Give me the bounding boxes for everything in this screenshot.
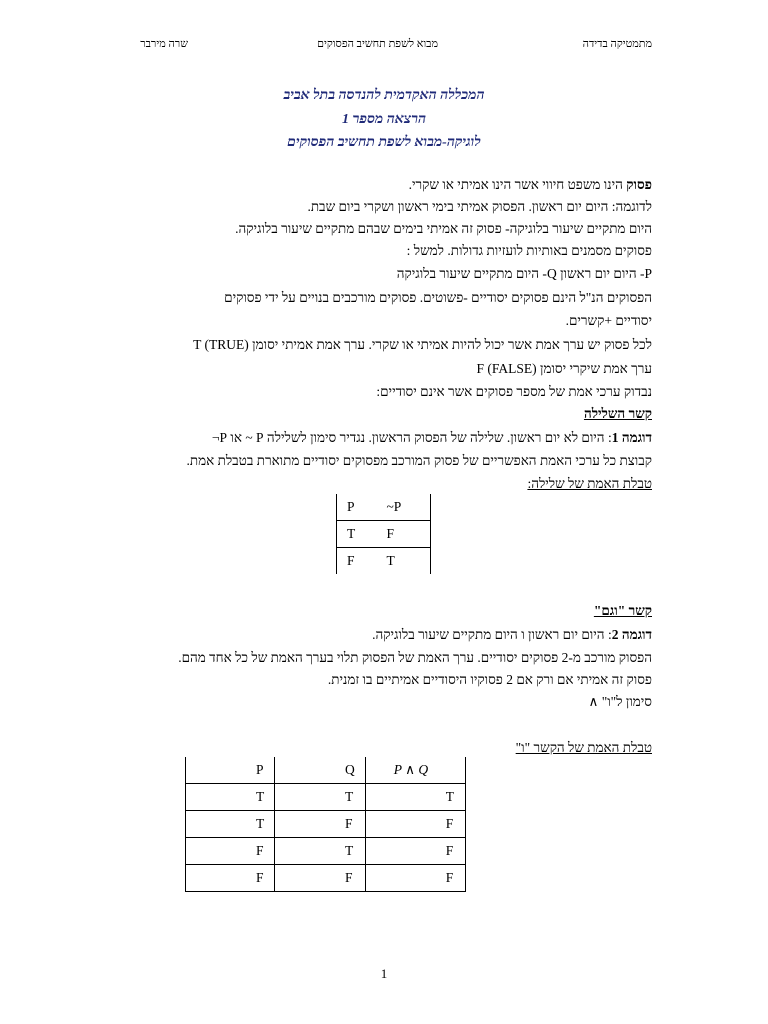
simple-line-1: הפסוקים הנ"ל הינם פסוקים יסודיים -פשוטים. פסוקים מורכבים בנויים על ידי פסוקים <box>224 290 652 305</box>
table-cell: F <box>377 521 431 548</box>
header-author: שרה מירבר <box>140 38 188 50</box>
table-cell: T <box>275 838 366 865</box>
example1-text: : היום לא יום ראשון. שלילה של הפסוק הראשון. נגדיר סימון לשלילה P ~ או P¬ <box>211 430 612 445</box>
table-cell: F <box>275 865 366 892</box>
table-cell: F <box>365 838 465 865</box>
example2-text: : היום יום ראשון ו היום מתקיים שיעור בלוגיקה. <box>372 627 612 642</box>
table-cell: T <box>365 784 465 811</box>
example2-term: דוגמה 2 <box>611 627 652 642</box>
notation-line: פסוקים מסמנים באותיות לועזיות גדולות. למשל : <box>406 243 652 258</box>
negation-heading: קשר השלילה <box>583 406 652 421</box>
table-cell: T <box>186 784 275 811</box>
negation-table-caption: טבלת האמת של שלילה: <box>527 476 652 491</box>
example-line: לדוגמה: היום יום ראשון. הפסוק אמיתי בימי ראשון ושקרי ביום שבת. <box>307 199 652 214</box>
definition-term: פסוק <box>626 177 652 192</box>
table-cell: F <box>337 548 377 575</box>
and-truth-table <box>185 757 466 892</box>
and-desc-1: הפסוק מורכב מ-2 פסוקים יסודיים. ערך האמת של הפסוק תלוי בערך האמת של כל אחד מהם. <box>178 650 652 665</box>
header-course: מתמטיקה בדידה <box>582 38 652 50</box>
negation-desc: קבוצת כל ערכי האמת האפשריים של פסוק המורכב מפסוקים יסודיים מתוארת בטבלת אמת. <box>186 453 652 468</box>
table-cell: T <box>186 811 275 838</box>
table-cell: T <box>337 521 377 548</box>
header-topic: מבוא לשפת תחשיב הפסוקים <box>317 38 438 50</box>
table-cell: T <box>377 548 431 575</box>
pq-line: P- היום יום ראשון Q- היום מתקיים שיעור בלוגיקה <box>396 266 652 281</box>
truth-line-2: ערך אמת שיקרי יסומן F (FALSE) <box>476 361 652 376</box>
and-desc-2: פסוק זה אמיתי אם ורק אם 2 פסוקיו היסודיים אמיתיים בו זמנית. <box>327 672 652 687</box>
title-subject: לוגיקה-מבוא לשפת תחשיב הפסוקים <box>287 135 481 150</box>
and-header-pq: P ∧ Q <box>365 757 465 784</box>
and-table-caption: טבלת האמת של הקשר "ו" <box>515 740 652 755</box>
check-line: נבדוק ערכי אמת של מספר פסוקים אשר אינם יסודיים: <box>376 384 652 399</box>
title-institution: המכללה האקדמית להנדסה בתל אביב <box>283 88 485 103</box>
neg-header-notp: ~P <box>377 494 431 521</box>
table-cell: T <box>275 784 366 811</box>
page-header <box>0 38 768 54</box>
and-header-p: P <box>186 757 275 784</box>
and-heading: קשר "וגם" <box>593 603 652 618</box>
title-lecture: הרצאה מספר 1 <box>341 112 427 127</box>
definition-line <box>409 177 652 193</box>
page-number: 1 <box>380 966 388 981</box>
neg-header-p: P <box>337 494 377 521</box>
and-symbol: סימון ל"ו" ∧ <box>588 694 652 709</box>
example2-line: היום מתקיים שיעור בלוגיקה- פסוק זה אמיתי בימים שבהם מתקיים שיעור בלוגיקה. <box>235 221 652 236</box>
example1-line <box>212 430 652 446</box>
and-header-q: Q <box>275 757 366 784</box>
example1-term: דוגמה 1 <box>611 430 652 445</box>
truth-line-1: לכל פסוק יש ערך אמת אשר יכול להיות אמיתי או שקרי. ערך אמת אמיתי יסומן T (TRUE) <box>193 337 652 352</box>
definition-text: הינו משפט חיווי אשר הינו אמיתי או שקרי. <box>408 177 627 192</box>
negation-truth-table <box>336 494 431 574</box>
simple-line-2: יסודיים +קשרים. <box>565 313 652 328</box>
table-cell: F <box>365 865 465 892</box>
table-cell: F <box>186 838 275 865</box>
table-cell: F <box>275 811 366 838</box>
example2-line-and <box>372 627 652 643</box>
table-cell: F <box>365 811 465 838</box>
table-cell: F <box>186 865 275 892</box>
